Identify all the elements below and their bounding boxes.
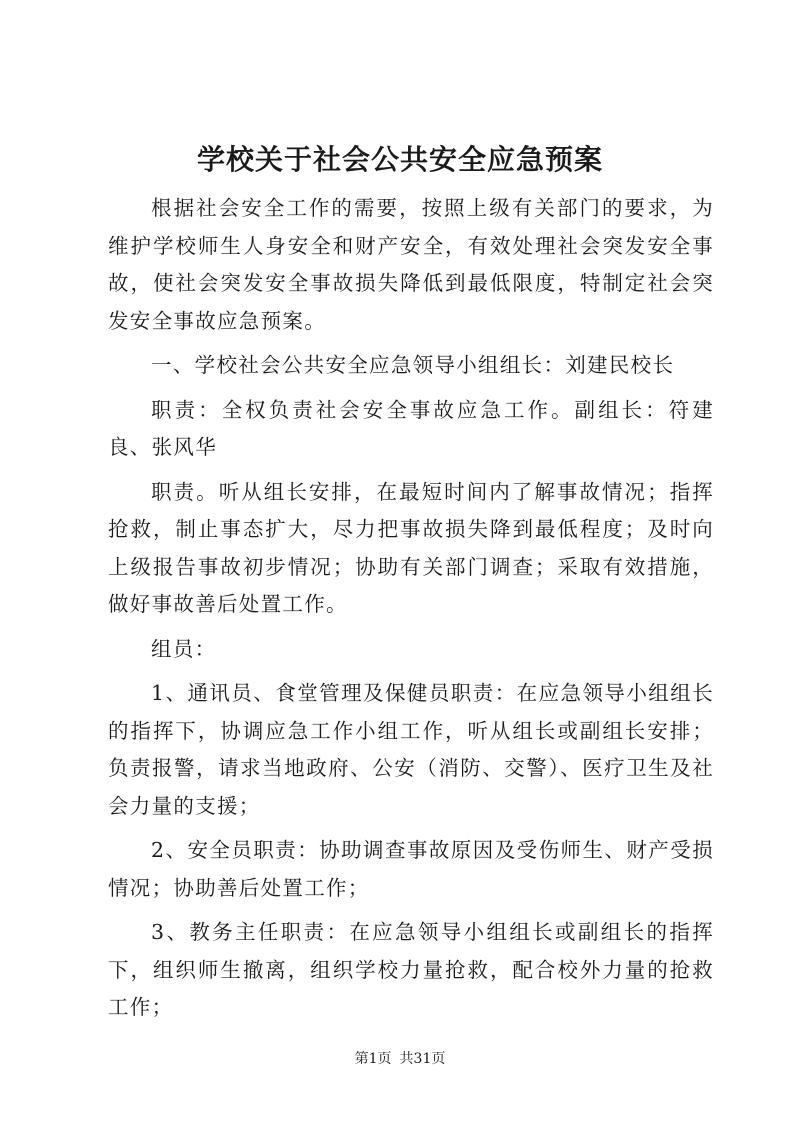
paragraph-intro: 根据社会安全工作的需要，按照上级有关部门的要求，为维护学校师生人身安全和财产安全，有效处理社会突发安全事故，使社会突发安全事故损失降低到最低限度，特制定社会突发安全事故应急预案。 bbox=[108, 196, 714, 333]
page-footer bbox=[0, 1049, 800, 1069]
document-title: 学校关于社会公共安全应急预案 bbox=[196, 143, 603, 176]
paragraph-member-2: 2、安全员职责：协助调查事故原因及受伤师生、财产受损情况；协助善后处置工作； bbox=[108, 838, 714, 900]
page-total: 共31页 bbox=[399, 1051, 446, 1067]
paragraph-leader: 一、学校社会公共安全应急领导小组组长：刘建民校长 bbox=[151, 353, 675, 377]
paragraph-member-1: 1、通讯员、食堂管理及保健员职责：在应急领导小组组长的指挥下，协调应急工作小组工作，听从组长或副组长安排；负责报警，请求当地政府、公安（消防、交警）、医疗卫生及社会力量的支援； bbox=[108, 681, 714, 818]
page-number: 第1页 bbox=[354, 1051, 392, 1067]
document-body bbox=[108, 190, 714, 1034]
paragraph-member-3: 3、教务主任职责：在应急领导小组组长或副组长的指挥下，组织师生撤离，组织学校力量抢救，配合校外力量的抢救工作； bbox=[108, 920, 714, 1019]
paragraph-members-heading: 组员： bbox=[151, 636, 217, 661]
paragraph-leader-duty: 职责：全权负责社会安全事故应急工作。副组长：符建良、张风华 bbox=[108, 397, 714, 459]
paragraph-deputy-duty: 职责。听从组长安排，在最短时间内了解事故情况；指挥抢救，制止事态扩大，尽力把事故损失降到最低程度；及时向上级报告事故初步情况；协助有关部门调查；采取有效措施，做好事故善后处置工作。 bbox=[108, 479, 714, 616]
